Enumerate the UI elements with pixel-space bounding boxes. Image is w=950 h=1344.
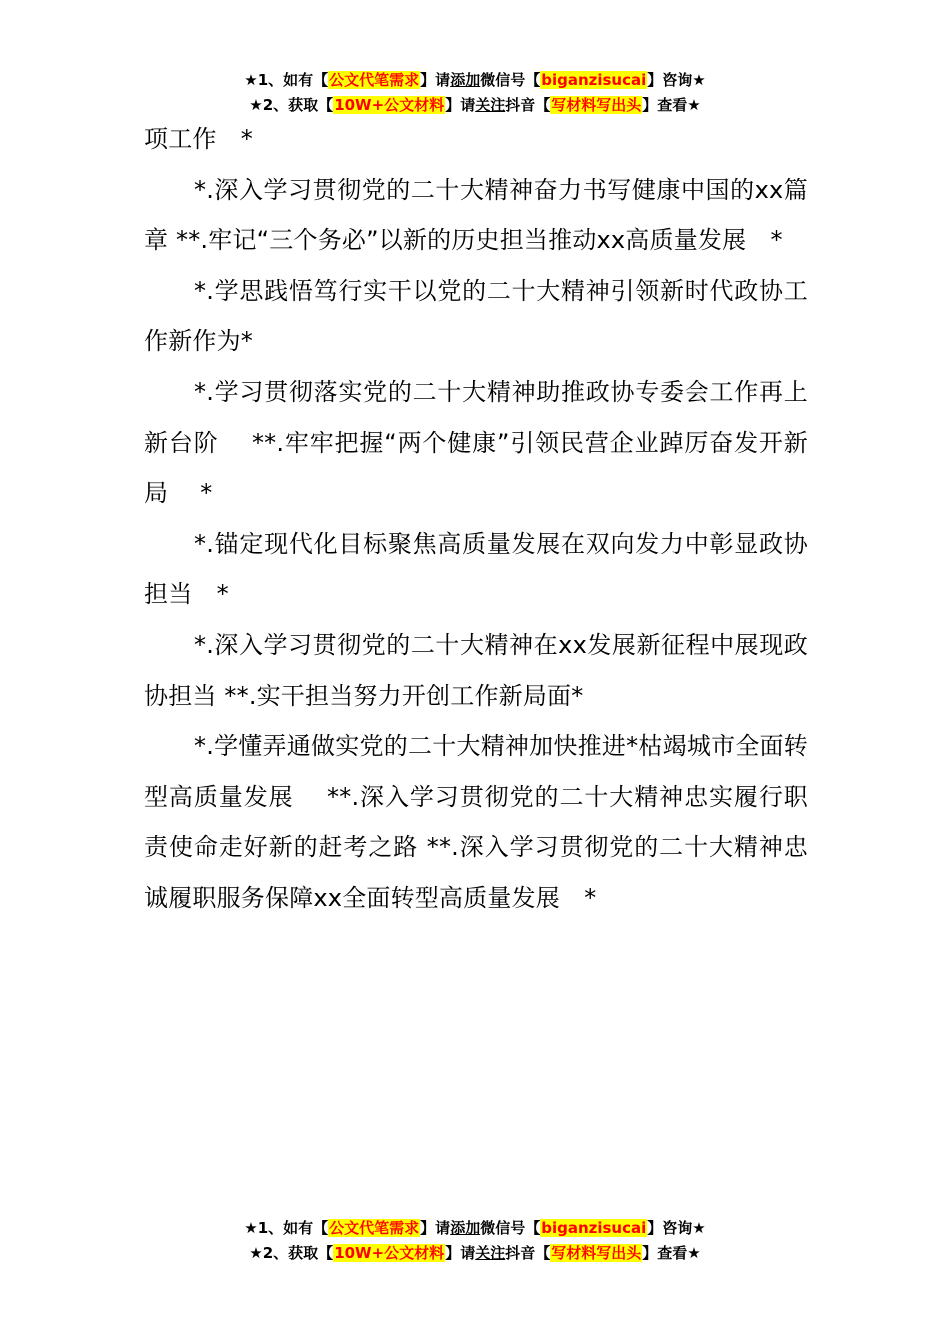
footer-line-1-suffix: 】咨询★ xyxy=(647,1219,706,1237)
footer-line-1-prefix: ★1、如有【 xyxy=(244,1219,329,1237)
paragraph-item: *.学思践悟笃行实干以党的二十大精神引领新时代政协工作新作为* xyxy=(144,276,808,356)
header-line-1-middle: 】请 xyxy=(420,71,451,89)
footer-line-1 xyxy=(0,1216,950,1241)
header-line-1-suffix: 】咨询★ xyxy=(647,71,706,89)
footer-line-2-highlight-douyin-account: 写材料写出头 xyxy=(551,1244,642,1262)
footer-line-2-emphasis: 关注 xyxy=(475,1244,506,1262)
header-line-2-prefix: ★2、获取【 xyxy=(249,96,334,114)
header-line-1-middle2: 微信号【 xyxy=(480,71,541,89)
footer-line-2-middle2: 抖音【 xyxy=(505,1244,551,1262)
footer-banner xyxy=(0,1216,950,1266)
footer-line-2-suffix: 】查看★ xyxy=(642,1244,701,1262)
footer-line-1-highlight-service: 公文代笔需求 xyxy=(329,1219,420,1237)
header-banner xyxy=(0,68,950,118)
footer-line-1-middle: 】请 xyxy=(420,1219,451,1237)
header-line-1-highlight-service: 公文代笔需求 xyxy=(329,71,420,89)
footer-line-2-highlight-materials: 10W+公文材料 xyxy=(334,1244,445,1262)
footer-line-1-highlight-wechat-id: biganzisucai xyxy=(541,1219,647,1237)
header-line-2-emphasis: 关注 xyxy=(475,96,506,114)
header-line-1-emphasis: 添加 xyxy=(450,71,481,89)
paragraph-item: *.深入学习贯彻党的二十大精神在xx发展新征程中展现政协担当 **.实干担当努力开创工作新局面* xyxy=(144,630,808,710)
paragraph-continuation: 项工作 * xyxy=(144,125,253,153)
paragraph-item: *.学习贯彻落实党的二十大精神助推政协专委会工作再上新台阶 **.牢牢把握“两个健康”引领民营企业踔厉奋发开新局 * xyxy=(144,377,808,508)
footer-line-2 xyxy=(0,1241,950,1266)
footer-line-1-middle2: 微信号【 xyxy=(480,1219,541,1237)
header-line-1-prefix: ★1、如有【 xyxy=(244,71,329,89)
header-line-2-middle: 】请 xyxy=(445,96,476,114)
header-line-1 xyxy=(0,68,950,93)
paragraph-item: *.锚定现代化目标聚焦高质量发展在双向发力中彰显政协担当 * xyxy=(144,529,808,609)
header-line-2-middle2: 抖音【 xyxy=(505,96,551,114)
paragraph-item: *.学懂弄通做实党的二十大精神加快推进*枯竭城市全面转型高质量发展 **.深入学习贯彻党的二十大精神忠实履行职责使命走好新的赶考之路 **.深入学习贯彻党的二十大精神忠诚履职服务保障xx全面转型高质量发展 * xyxy=(144,732,808,912)
header-line-2-suffix: 】查看★ xyxy=(642,96,701,114)
header-line-2-highlight-douyin-account: 写材料写出头 xyxy=(551,96,642,114)
paragraph-item: *.深入学习贯彻党的二十大精神奋力书写健康中国的xx篇章 **.牢记“三个务必”以新的历史担当推动xx高质量发展 * xyxy=(144,175,808,255)
footer-line-2-prefix: ★2、获取【 xyxy=(249,1244,334,1262)
footer-line-1-emphasis: 添加 xyxy=(450,1219,481,1237)
header-line-1-highlight-wechat-id: biganzisucai xyxy=(541,71,647,89)
header-line-2-highlight-materials: 10W+公文材料 xyxy=(334,96,445,114)
document-body xyxy=(144,114,808,924)
footer-line-2-middle: 】请 xyxy=(445,1244,476,1262)
